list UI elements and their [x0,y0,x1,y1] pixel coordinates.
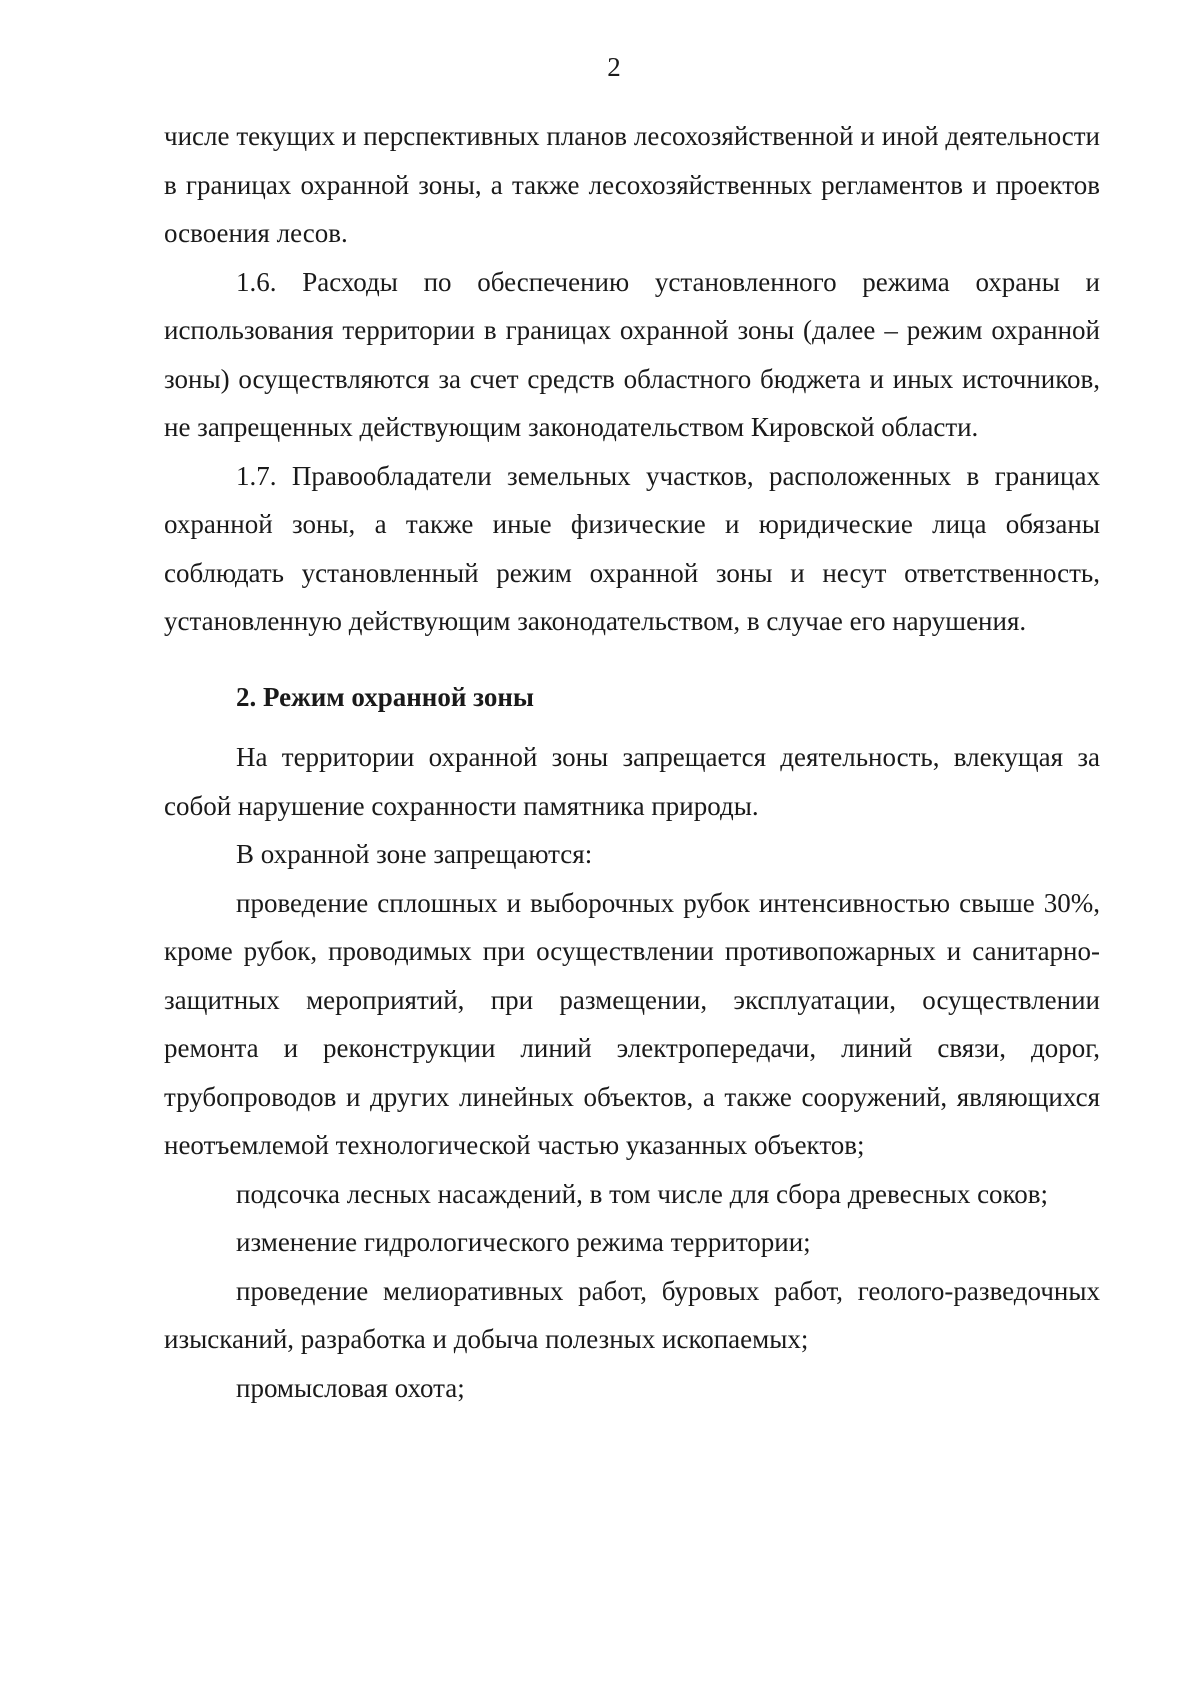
section-heading: 2. Режим охранной зоны [236,681,534,712]
paragraph: промысловая охота; [236,1372,465,1403]
paragraph: 1.7. Правообладатели земельных участков, расположенных в границах охранной зоны, а также иные физические и юридические лица обязаны соблюдать установленный режим охранной зоны и несут ответственность, установленную действующим законодательством, в случае его нарушения. [164,460,1100,636]
paragraph: проведение сплошных и выборочных рубок интенсивностью свыше 30%, кроме рубок, проводимых при осуществлении противопожарных и санитарно-защитных мероприятий, при размещении, эксплуатации, осуществлении ремонта и реконструкции линий электропередачи, линий связи, дорог, трубопроводов и других линейных объектов, а также сооружений, являющихся неотъемлемой технологической частью указанных объектов; [164,887,1100,1160]
page-number: 2 [607,52,621,82]
paragraph: проведение мелиоративных работ, буровых работ, геолого-разведочных изысканий, разработка и добыча полезных ископаемых; [164,1275,1100,1354]
paragraph: числе текущих и перспективных планов лесохозяйственной и иной деятельности в границах охранной зоны, а также лесохозяйственных регламентов и проектов освоения лесов. [164,121,1100,248]
document-body [164,112,1100,1412]
paragraphs-before-heading [164,112,1100,646]
paragraphs-after-heading [164,733,1100,1412]
paragraph: подсочка лесных насаждений, в том числе для сбора древесных соков; [236,1178,1049,1209]
paragraph: изменение гидрологического режима территории; [236,1227,811,1257]
paragraph: В охранной зоне запрещаются: [236,839,593,869]
paragraph: На территории охранной зоны запрещается деятельность, влекущая за собой нарушение сохранности памятника природы. [164,742,1100,821]
paragraph: 1.6. Расходы по обеспечению установленного режима охраны и использования территории в границах охранной зоны (далее – режим охранной зоны) осуществляются за счет средств областного бюджета и иных источников, не запрещенных действующим законодательством Кировской области. [164,266,1100,442]
